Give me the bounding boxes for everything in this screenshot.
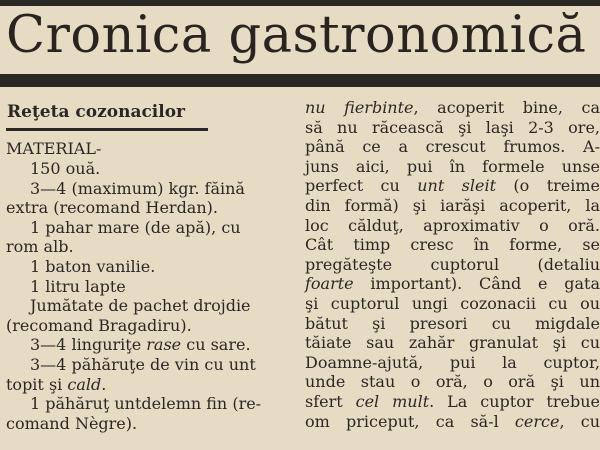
right-column <box>305 98 600 431</box>
left-column <box>6 100 286 433</box>
ingredient-line: extra (recomand Herdan). <box>6 198 218 218</box>
instruction-line: Cât timp cresc în forme, se <box>305 235 600 255</box>
instruction-line: unde stau o oră, o oră şi un <box>305 372 600 392</box>
title-rule <box>0 74 600 87</box>
page-title: Cronica gastronomică <box>6 6 587 65</box>
ingredient-line: (recomand Bragadiru). <box>6 315 192 335</box>
ingredient-line: 1 pahar mare (de apă), cu <box>30 217 241 237</box>
instruction-text <box>305 98 600 431</box>
heading-rule <box>6 128 208 131</box>
ingredient-line: rom alb. <box>6 237 74 257</box>
instruction-line: sfert cel mult. La cuptor trebue <box>305 391 600 411</box>
instruction-line: tăiate sau zahăr granulat şi cu <box>305 333 600 353</box>
instruction-line: Doamne-ajută, pui la cuptor, <box>305 352 600 372</box>
ingredient-line: 1 baton vanilie. <box>30 256 156 276</box>
ingredient-line: 150 ouă. <box>30 159 101 178</box>
instruction-line: bătut şi presori cu migdale <box>305 313 600 333</box>
ingredient-line: 3—4 linguriţe rase cu sare. <box>30 335 251 355</box>
instruction-line: până ce a crescut frumos. A- <box>305 137 600 157</box>
ingredient-line: 3—4 păhăruţe de vin cu unt <box>30 354 256 374</box>
instruction-line: juns aici, pui în formele unse <box>305 156 600 176</box>
instruction-line: perfect cu unt sleit (o treime <box>305 176 600 196</box>
instruction-line: din formă) şi iarăşi acoperit, la <box>305 195 600 215</box>
instruction-line: om priceput, ca să-l cerce, cu <box>305 411 600 431</box>
instruction-line: loc călduţ, aproximativ o oră. <box>305 215 600 235</box>
instruction-line: şi cuptorul ungi cozonacii cu ou <box>305 293 600 313</box>
ingredient-line: 1 litru lapte <box>30 276 126 296</box>
ingredient-line: topit şi cald. <box>6 374 107 394</box>
instruction-line: nu fierbinte, acoperit bine, ca <box>305 98 600 117</box>
ingredient-line: 3—4 (maximum) kgr. făină <box>30 178 245 198</box>
ingredient-line: 1 păhăruţ untdelemn fin (re- <box>30 394 262 414</box>
instruction-line: să nu răcească şi laşi 2-3 ore, <box>305 117 600 137</box>
instruction-line: foarte important). Când e gata <box>305 274 600 294</box>
instruction-line: pregăteşte cuptorul (detaliu <box>305 254 600 274</box>
material-label: MATERIAL- <box>6 139 102 158</box>
recipe-heading: Reţeta cozonacilor <box>7 102 186 122</box>
ingredient-list <box>6 159 286 433</box>
ingredient-line: Jumătate de pachet drojdie <box>30 296 251 316</box>
ingredient-line: comand Nègre). <box>6 413 138 433</box>
